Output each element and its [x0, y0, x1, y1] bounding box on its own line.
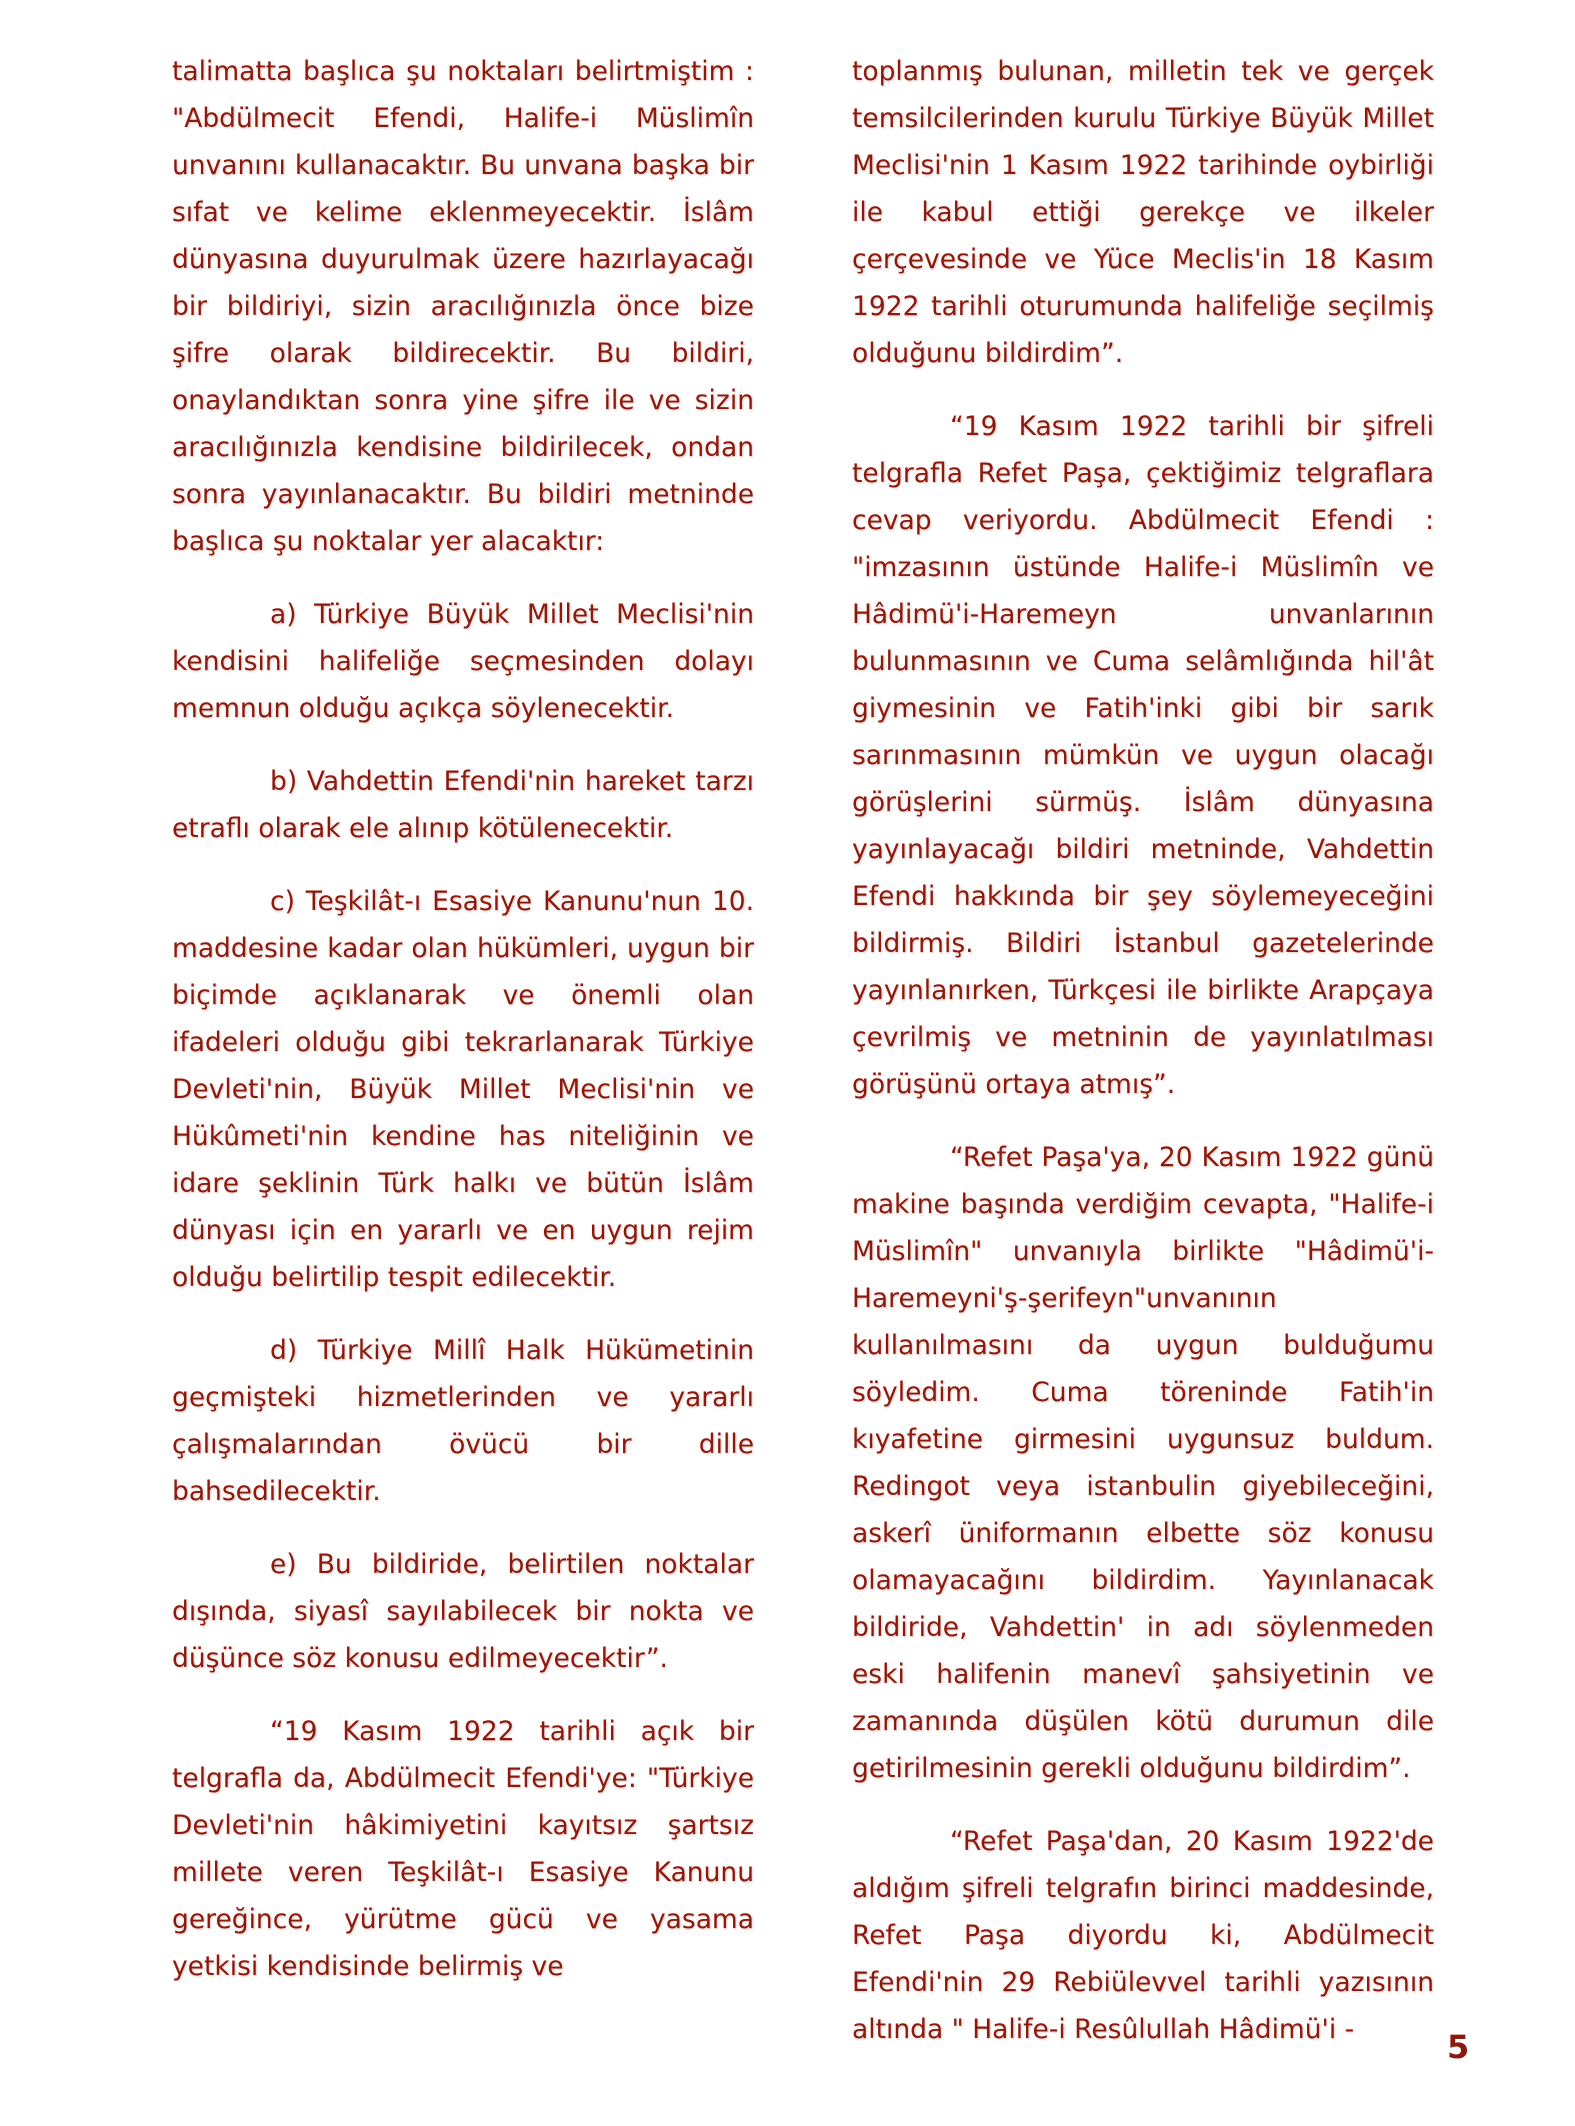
paragraph-item-d: d) Türkiye Millî Halk Hükümetinin geçmişteki hizmetlerinden ve yararlı çalışmalarından övücü bir dille bahsedilecektir. — [172, 1335, 754, 1507]
right-text-column — [852, 48, 1434, 2079]
paragraph: toplanmış bulunan, milletin tek ve gerçek temsilcilerinden kurulu Türkiye Büyük Millet Meclisi'nin 1 Kasım 1922 tarihinde oybirliği ile kabul ettiği gerekçe ve ilkeler çerçevesinde ve Yüce Meclis'in 18 Kasım 1922 tarihli oturumunda halifeliğe seçilmiş olduğunu bildirdim”. — [852, 56, 1434, 369]
paragraph: “19 Kasım 1922 tarihli bir şifreli telgrafla Refet Paşa, çektiğimiz telgraflara cevap veriyordu. Abdülmecit Efendi : "imzasının üstünde Halife-i Müslimîn ve Hâdimü'i-Haremeyn unvanlarının bulunmasının ve Cuma selâmlığında hil'ât giymesinin ve Fatih'inki gibi bir sarık sarınmasının mümkün ve uygun olacağı görüşlerini sürmüş. İslâm dünyasına yayınlayacağı bildiri metninde, Vahdettin Efendi hakkında bir şey söylemeyeceğini bildirmiş. Bildiri İstanbul gazetelerinde yayınlanırken, Türkçesi ile birlikte Arapçaya çevrilmiş ve metninin de yayınlatılması görüşünü ortaya atmış”. — [852, 411, 1434, 1100]
left-text-column — [172, 48, 754, 2016]
paragraph: “Refet Paşa'dan, 20 Kasım 1922'de aldığım şifreli telgrafın birinci maddesinde, Refet Paşa diyordu ki, Abdülmecit Efendi'nin 29 Rebiülevvel tarihli yazısının altında " Halife-i Resûlullah Hâdimü'i - — [852, 1826, 1434, 2045]
paragraph: “Refet Paşa'ya, 20 Kasım 1922 günü makine başında verdiğim cevapta, "Halife-i Müslimîn" unvanıyla birlikte "Hâdimü'i-Haremeyni'ş-şerifeyn"unvanının kullanılmasını da uygun bulduğumu söyledim. Cuma töreninde Fatih'in kıyafetine girmesini uygunsuz buldum. Redingot veya istanbulin giyebileceğini, askerî üniformanın elbette söz konusu olamayacağını bildirdim. Yayınlanacak bildiride, Vahdettin' in adı söylenmeden eski halifenin manevî şahsiyetinin ve zamanında düşülen kötü durumun dile getirilmesinin gerekli olduğunu bildirdim”. — [852, 1142, 1434, 1784]
paragraph-item-a: a) Türkiye Büyük Millet Meclisi'nin kendisini halifeliğe seçmesinden dolayı memnun olduğu açıkça söylenecektir. — [172, 599, 754, 724]
paragraph-item-e: e) Bu bildiride, belirtilen noktalar dışında, siyasî sayılabilecek bir nokta ve düşünce söz konusu edilmeyecektir”. — [172, 1549, 754, 1674]
page-number: 5 — [1447, 2028, 1470, 2066]
paragraph-item-c: c) Teşkilât-ı Esasiye Kanunu'nun 10. maddesine kadar olan hükümleri, uygun bir biçimde açıklanarak ve önemli olan ifadeleri olduğu gibi tekrarlanarak Türkiye Devleti'nin, Büyük Millet Meclisi'nin ve Hükûmeti'nin kendine has niteliğinin ve idare şeklinin Türk halkı ve bütün İslâm dünyası için en yararlı ve en uygun rejim olduğu belirtilip tespit edilecektir. — [172, 886, 754, 1293]
paragraph: “19 Kasım 1922 tarihli açık bir telgrafla da, Abdülmecit Efendi'ye: "Türkiye Devleti'nin hâkimiyetini kayıtsız şartsız millete veren Teşkilât-ı Esasiye Kanunu gereğince, yürütme gücü ve yasama yetkisi kendisinde belirmiş ve — [172, 1716, 754, 1982]
paragraph: talimatta başlıca şu noktaları belirtmiştim : "Abdülmecit Efendi, Halife-i Müslimîn unvanını kullanacaktır. Bu unvana başka bir sıfat ve kelime eklenmeyecektir. İslâm dünyasına duyurulmak üzere hazırlayacağı bir bildiriyi, sizin aracılığınızla önce bize şifre olarak bildirecektir. Bu bildiri, onaylandıktan sonra yine şifre ile ve sizin aracılığınızla kendisine bildirilecek, ondan sonra yayınlanacaktır. Bu bildiri metninde başlıca şu noktalar yer alacaktır: — [172, 56, 754, 557]
paragraph-item-b: b) Vahdettin Efendi'nin hareket tarzı etraflı olarak ele alınıp kötülenecektir. — [172, 766, 754, 844]
